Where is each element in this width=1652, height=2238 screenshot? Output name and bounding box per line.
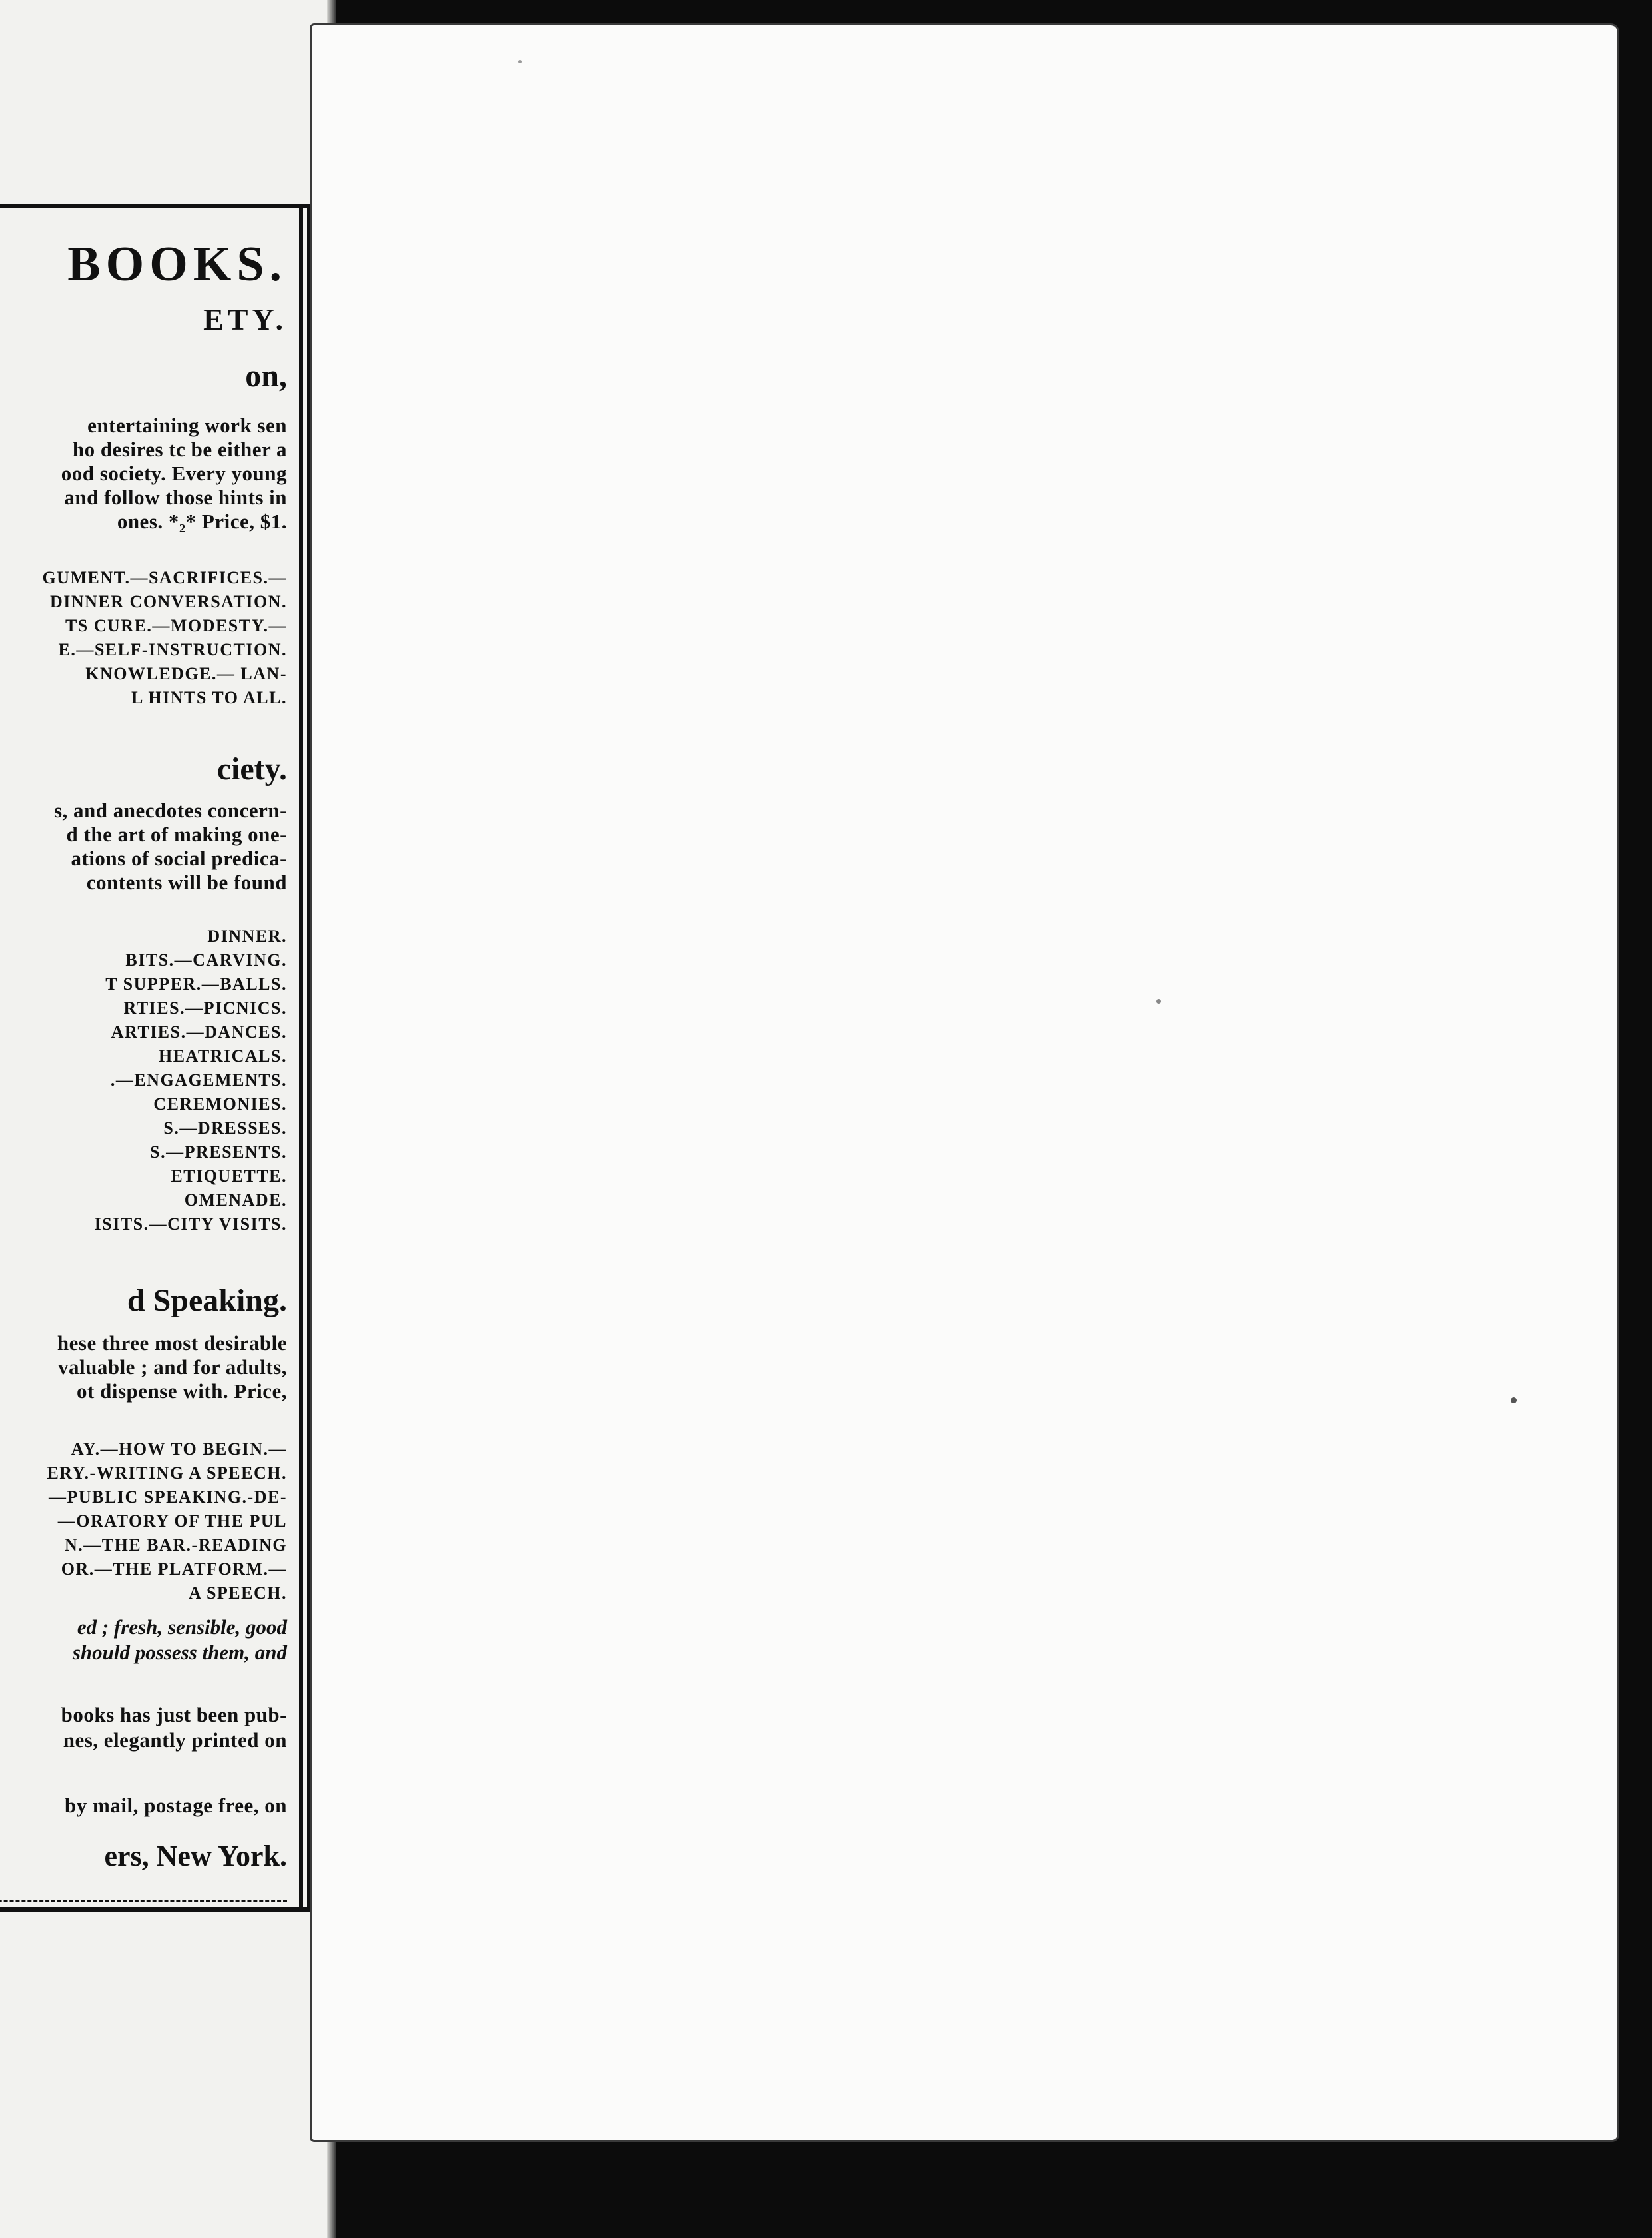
bottom-rule [0, 1900, 287, 1902]
section3-contents-line: OR.—THE PLATFORM.— [61, 1559, 287, 1579]
section2-contents-line: ISITS.—CITY VISITS. [94, 1214, 287, 1234]
section1-line: ones. *₂* Price, $1. [117, 510, 287, 533]
section1-contents-line: KNOWLEDGE.— LAN- [85, 664, 287, 683]
section2-contents-line: ETIQUETTE. [171, 1166, 287, 1186]
section2-contents-line: DINNER. [207, 927, 287, 946]
section3-contents-line: ERY.-WRITING A SPEECH. [47, 1463, 287, 1483]
section2-line: d the art of making one- [66, 823, 287, 846]
section2-contents-line: S.—DRESSES. [163, 1118, 287, 1138]
section3-contents-line: AY.—HOW TO BEGIN.— [71, 1439, 287, 1459]
section1-line: ood society. Every young [61, 462, 287, 485]
section1-contents-line: TS CURE.—MODESTY.— [65, 616, 287, 635]
section3-contents-line: N.—THE BAR.-READING [64, 1535, 287, 1555]
section3-review-line: ed ; fresh, sensible, good [77, 1615, 287, 1639]
blank-right-page [312, 25, 1617, 2140]
section2-line: contents will be found [86, 871, 287, 894]
paper-speck [1511, 1397, 1517, 1403]
section2-contents-line: HEATRICALS. [158, 1046, 287, 1066]
section3-line: ot dispense with. Price, [77, 1379, 287, 1403]
publisher-footer: ers, New York. [104, 1840, 287, 1872]
section3-contents-line: A SPEECH. [189, 1583, 287, 1603]
section1-line: entertaining work sen [87, 414, 287, 437]
section2-line: ations of social predica- [71, 847, 287, 870]
section2-title: ciety. [216, 751, 287, 787]
section1-line: and follow those hints in [64, 486, 287, 509]
section2-contents-line: OMENADE. [184, 1190, 287, 1210]
section2-contents-line: BITS.—CARVING. [125, 950, 287, 970]
section2-contents-line: .—ENGAGEMENTS. [110, 1070, 287, 1090]
section2-contents-line: RTIES.—PICNICS. [123, 998, 287, 1018]
section3-title: d Speaking. [127, 1283, 287, 1318]
paper-speck [518, 60, 522, 63]
section1-contents-line: L HINTS TO ALL. [131, 688, 287, 707]
advertisement-box [0, 204, 312, 1912]
section2-contents-line: S.—PRESENTS. [150, 1142, 287, 1162]
section2-contents-line: CEREMONIES. [153, 1094, 287, 1114]
section2-contents-line: ARTIES.—DANCES. [111, 1022, 287, 1042]
ad-header: BOOKS. [67, 237, 287, 292]
section2-line: s, and anecdotes concern- [53, 799, 287, 822]
section3-line: valuable ; and for adults, [57, 1355, 287, 1379]
paper-speck [1156, 999, 1161, 1004]
closing-line: nes, elegantly printed on [63, 1728, 287, 1752]
section3-line: hese three most desirable [57, 1331, 287, 1355]
section1-title: on, [245, 358, 287, 394]
section3-contents-line: —ORATORY OF THE PUL [57, 1511, 287, 1531]
section1-line: ho desires tc be either a [72, 438, 287, 461]
mail-order-line: by mail, postage free, on [65, 1794, 287, 1817]
section1-contents-line: E.—SELF-INSTRUCTION. [58, 640, 287, 659]
closing-line: books has just been pub- [61, 1703, 287, 1726]
previous-page-strip [0, 0, 336, 2238]
section1-contents-line: DINNER CONVERSATION. [49, 592, 287, 611]
section2-contents-line: T SUPPER.—BALLS. [105, 974, 287, 994]
section1-contents-line: GUMENT.—SACRIFICES.— [42, 568, 287, 587]
section3-contents-line: —PUBLIC SPEAKING.-DE- [49, 1487, 287, 1507]
ad-subheader: ETY. [203, 302, 287, 336]
section3-review-line: should possess them, and [72, 1641, 287, 1664]
